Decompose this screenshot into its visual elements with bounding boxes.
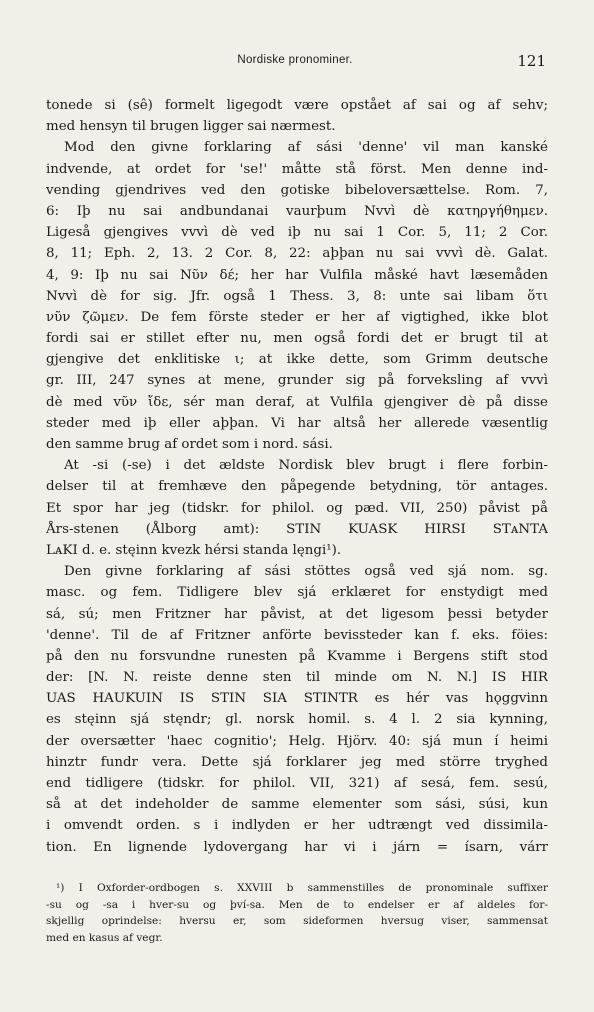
text-line: 8, 11; Eph. 2, 13. 2 Cor. 8, 22: aþþan nu sai vvvì dè. Galat.: [46, 246, 548, 262]
text-line: så at det indeholder de samme elementer som sási, súsi, kun: [46, 797, 548, 813]
text-line: tonede si (sê) formelt ligegodt være opstået af sai og af sehv;: [46, 98, 548, 113]
text-line: tion. En lignende lydovergang har vi i járn = ísarn, várr: [46, 839, 548, 855]
text-line: UAS HAUKUIN IS STIN SIA STINTR es hér vas hǫggvinn: [46, 691, 548, 707]
text-line: dè med vῦν ἴδε, sér man deraf, at Vulfila gjengiver dè på disse: [46, 394, 548, 410]
text-line: 'denne'. Til de af Fritzner anförte bevissteder kan f. eks. föies:: [46, 627, 548, 643]
text-line: Ligeså gjengives vvvì dè ved iþ nu sai 1 Cor. 5, 11; 2 Cor.: [46, 225, 548, 241]
text-line: hinztr fundr vera. Dette sjá forklarer jeg med större tryghed: [46, 754, 548, 770]
running-head: [44, 52, 546, 72]
footnote-line: med en kasus af vegr.: [46, 931, 163, 944]
text-line: end tidligere (tidskr. for philol. VII, 321) af sesá, fem. sesú,: [46, 776, 548, 791]
text-line: At -si (-se) i det ældste Nordisk blev brugt i flere forbin-: [64, 458, 548, 474]
text-line: masc. og fem. Tidligere blev sjá erklæret for enstydigt med: [46, 585, 548, 601]
text-line: Den givne forklaring af sási stöttes også ved sjá nom. sg.: [64, 564, 548, 580]
text-line: på den nu forsvundne runesten på Kvamme i Bergens stift stod: [46, 648, 548, 664]
text-line: Et spor har jeg (tidskr. for philol. og pæd. VII, 250) påvist på: [46, 500, 548, 516]
text-line: νῦν ζῶμεν. De fem förste steder er her af vigtighed, ikke blot: [46, 309, 548, 325]
text-line: Års-stenen (Ålborg amt): STIN KUASK HIRSI STᴀNTA: [46, 521, 548, 537]
running-title: Nordiske pronominer.: [237, 54, 353, 66]
text-line: steder med iþ eller aþþan. Vi har altså her allerede væsentlig: [46, 415, 548, 431]
text-line: 4, 9: Iþ nu sai Nῦν δέ; her har Vulfila måské havt læsemåden: [46, 267, 548, 283]
body-text: [46, 95, 548, 858]
text-line: 6: Iþ nu sai andbundanai vaurþum Nvvì dè κατηργήθημεν.: [46, 203, 548, 219]
text-line: delser til at fremhæve den påpegende betydning, tör antages.: [46, 479, 548, 495]
footnote-line: skjellig oprindelse: hversu er, som sideformen hversug viser, sammensat: [46, 915, 548, 927]
text-line: Nvvì dè for sig. Jfr. også 1 Thess. 3, 8: unte sai libam ὅτι: [46, 288, 548, 304]
text-line: der: [N. N. reiste denne sten til minde om N. N.] IS HIR: [46, 670, 548, 686]
text-line: gjengive det enklitiske ι; at ikke dette, som Grimm deutsche: [46, 352, 548, 368]
text-line: es stęinn sjá stęndr; gl. norsk homil. s. 4 l. 2 sia kynning,: [46, 712, 548, 728]
text-line: der oversætter 'haec cognitio'; Helg. Hjörv. 40: sjá mun í heimi: [46, 733, 548, 749]
text-line: med hensyn til brugen ligger sai nærmest.: [46, 119, 336, 135]
footnote-line: -su og -sa i hver-su og því-sa. Men de to endelser er af aldeles for-: [46, 898, 548, 911]
text-line: Mod den givne forklaring af sási 'denne' vil man kanské: [64, 140, 548, 156]
text-line: indvende, at ordet for 'se!' måtte stå först. Men denne ind-: [46, 161, 548, 177]
text-line: i omvendt orden. s i indlyden er her udtrængt ved dissimila-: [46, 818, 548, 834]
text-line: vending gjendrives ved den gotiske bibeloversættelse. Rom. 7,: [46, 182, 548, 198]
page-number: 121: [517, 52, 546, 70]
text-line: LᴀKI d. e. stęinn kvezk hérsi standa lęngi¹).: [46, 542, 342, 558]
footnotes: [46, 880, 548, 946]
footnote-line: ¹) I Oxforder-ordbogen s. XXVIII b sammenstilles de pronominale suffixer: [56, 882, 548, 894]
text-line: den samme brug af ordet som i nord. sási.: [46, 437, 333, 452]
text-line: sá, sú; men Fritzner har påvist, at det ligesom þessi betyder: [46, 606, 548, 622]
text-line: fordi sai er stillet efter nu, men også fordi det er brugt til at: [46, 331, 548, 347]
text-line: gr. III, 247 synes at mene, grunder sig på forveksling af vvvì: [46, 373, 548, 389]
